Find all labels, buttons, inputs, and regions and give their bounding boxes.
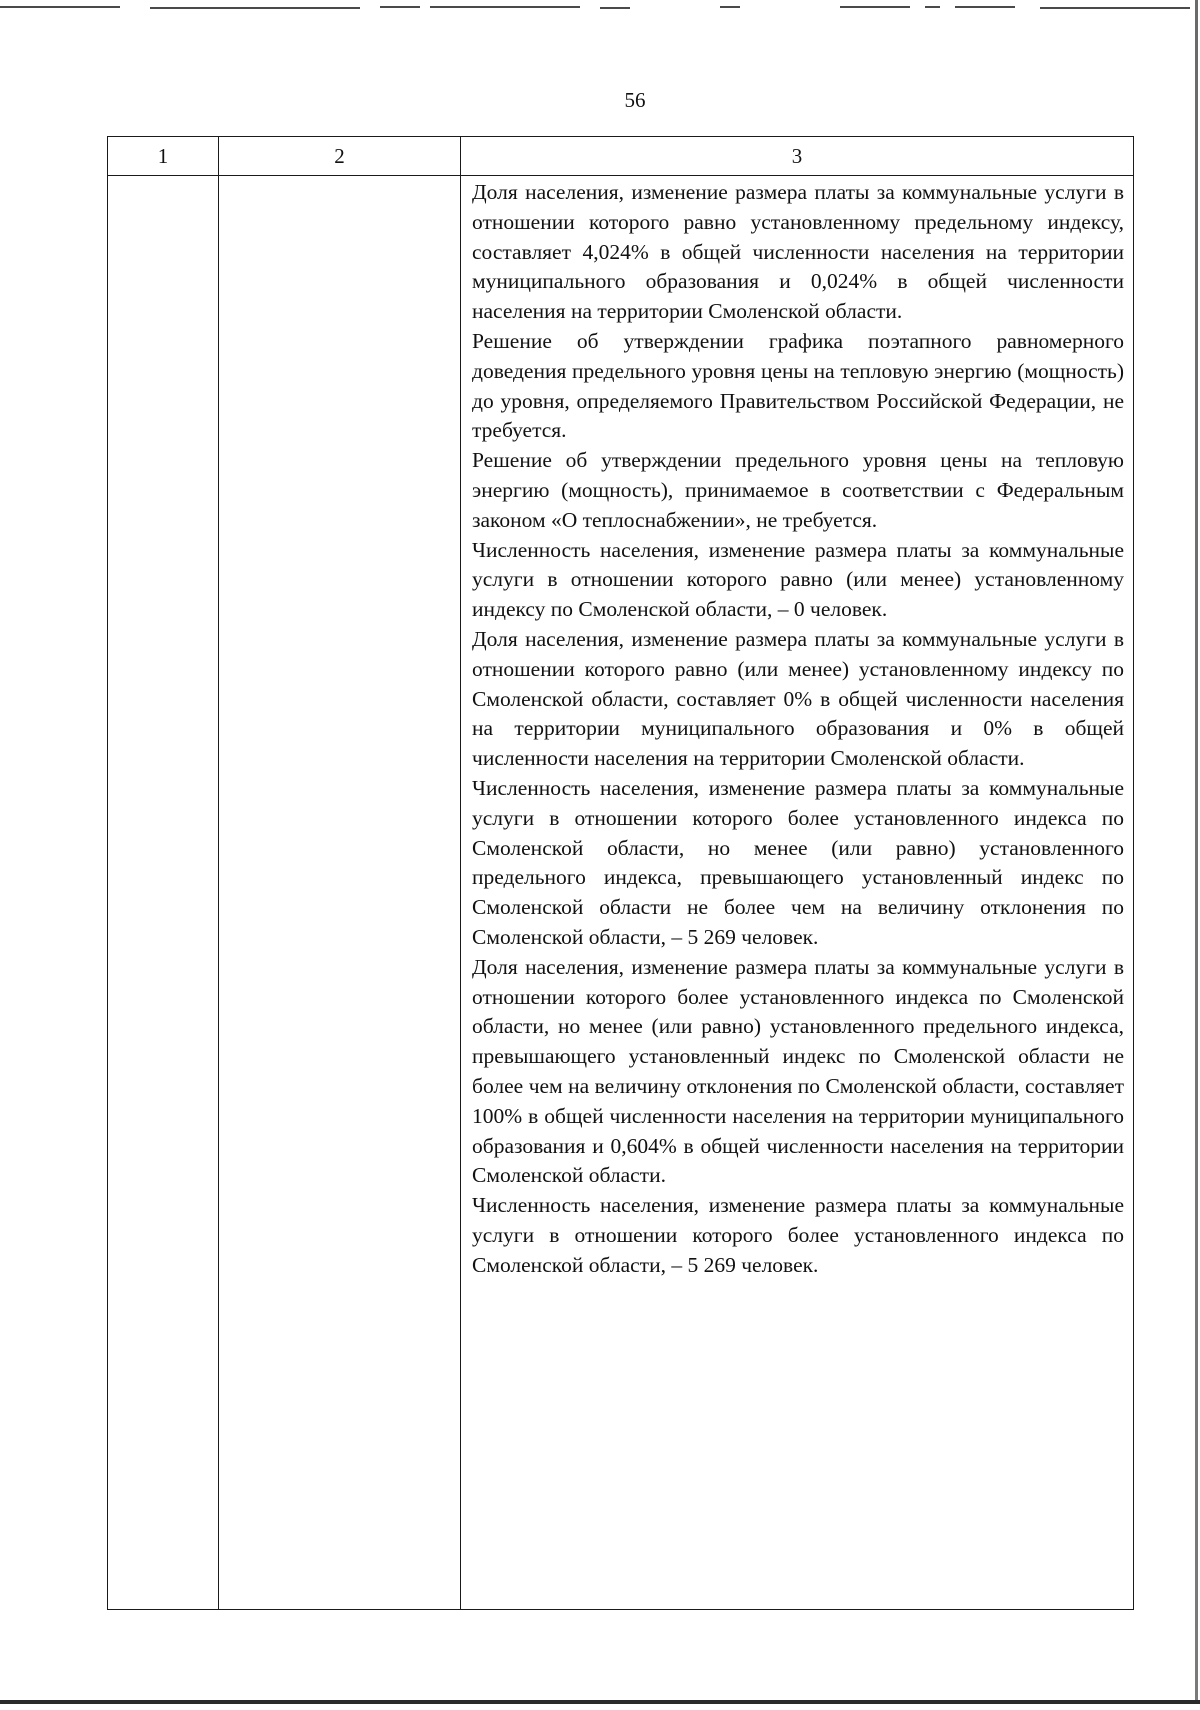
paragraph: Численность населения, изменение размера платы за коммунальные услуги в отношении которого более установленного индекса по Смоленской области, но менее (или равно) установленного предельного индекса, превышающего установленный индекс по Смоленской области не более чем на величину отклонения по Смоленской области, – 5 269 человек. (472, 775, 1124, 949)
paragraph: Решение об утверждении предельного уровня цены на тепловую энергию (мощность), принимаемое в соответствии с Федеральным законом «О теплоснабжении», не требуется. (472, 448, 1124, 532)
column-header-3: 3 (461, 137, 1134, 176)
column-header-2: 2 (219, 137, 461, 176)
table-cell-col1 (108, 176, 219, 1610)
page-number: 56 (624, 88, 646, 112)
table-row (108, 176, 1134, 1610)
scan-artifact-right-edge (1195, 0, 1198, 1700)
paragraph: Численность населения, изменение размера платы за коммунальные услуги в отношении которого более установленного индекса по Смоленской области, – 5 269 человек. (472, 1193, 1124, 1277)
scan-artifact-top (0, 6, 1200, 10)
table-cell-col2 (219, 176, 461, 1610)
table-header-row (108, 137, 1134, 176)
scan-artifact-bottom-edge (0, 1700, 1200, 1704)
column-header-1: 1 (108, 137, 219, 176)
table-cell-col3 (461, 176, 1134, 1610)
paragraph: Доля населения, изменение размера платы за коммунальные услуги в отношении которого равно установленному предельному индексу, составляет 4,024% в общей численности населения на территории муниципального образования и 0,024% в общей численности населения на территории Смоленской области. (472, 180, 1124, 324)
paragraph: Решение об утверждении графика поэтапного равномерного доведения предельного уровня цены на тепловую энергию (мощность) до уровня, определяемого Правительством Российской Федерации, не требуется. (472, 328, 1124, 443)
paragraph: Численность населения, изменение размера платы за коммунальные услуги в отношении которого равно (или менее) установленному индексу по Смоленской области, – 0 человек. (472, 537, 1124, 622)
document-table (107, 136, 1134, 1610)
paragraph: Доля населения, изменение размера платы за коммунальные услуги в отношении которого равно (или менее) установленному индексу по Смоленской области, составляет 0% в общей численности населения на территории муниципального образования и 0% в общей численности населения на территории Смоленской области. (472, 626, 1124, 771)
paragraph: Доля населения, изменение размера платы за коммунальные услуги в отношении которого более установленного индекса по Смоленской области, но менее (или равно) установленного предельного индекса, превышающего установленный индекс по Смоленской области не более чем на величину отклонения по Смоленской области, составляет 100% в общей численности населения на территории муниципального образования и 0,604% в общей численности населения на территории Смоленской области. (472, 954, 1124, 1188)
